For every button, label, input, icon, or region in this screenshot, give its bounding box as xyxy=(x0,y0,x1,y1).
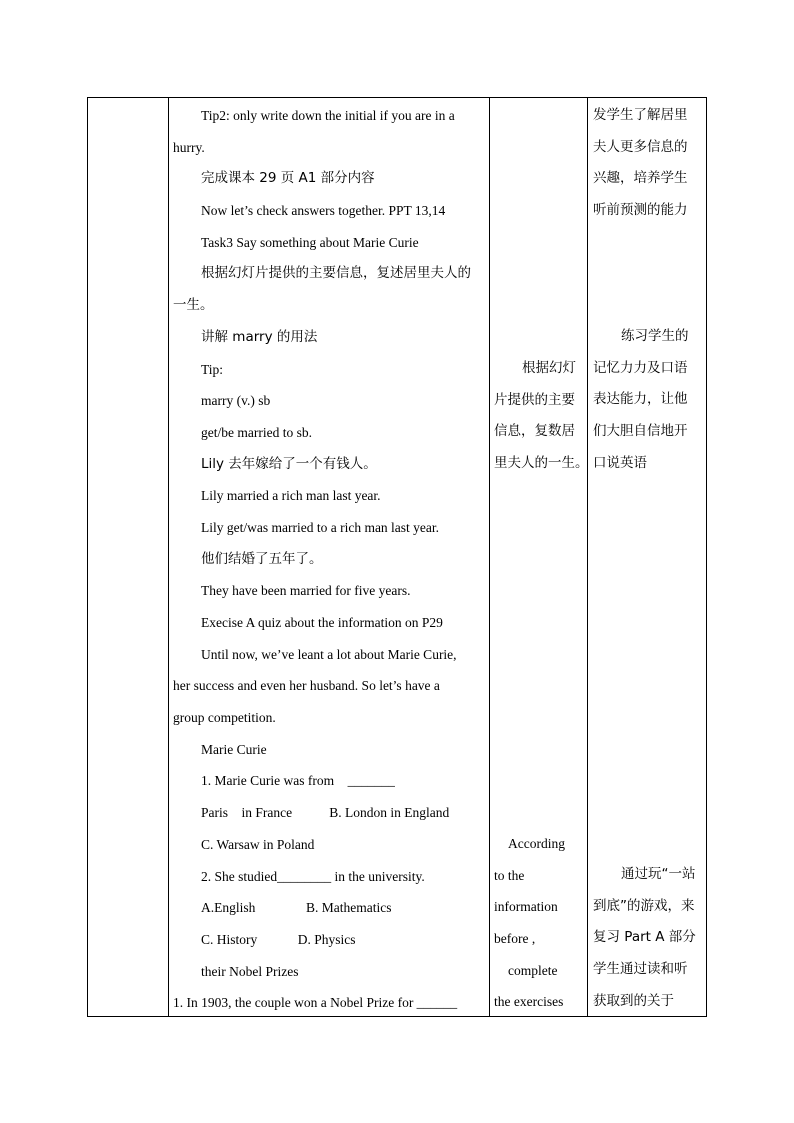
student-activity-cell xyxy=(494,98,588,1016)
content-line: her success and even her husband. So let’s have a xyxy=(173,678,440,694)
content-line: 根据幻灯片提供的主要信息，复述居里夫人的 xyxy=(201,265,471,282)
activity-line: before , xyxy=(494,931,536,947)
content-line: group competition. xyxy=(173,710,276,726)
content-line: 1. In 1903, the couple won a Nobel Prize for ______ xyxy=(173,995,458,1011)
content-line: C. History D. Physics xyxy=(201,931,356,947)
purpose-line: 复习 Part A 部分 xyxy=(593,929,696,946)
purpose-line: 兴趣，培养学生 xyxy=(593,170,688,187)
purpose-line: 们大胆自信地开 xyxy=(593,423,688,440)
purpose-line: 获取到的关于 xyxy=(593,992,674,1009)
activity-line: 里夫人的一生。 xyxy=(494,455,588,472)
purpose-line: 通过玩“一站 xyxy=(621,866,696,882)
teaching-purpose-cell xyxy=(593,98,707,1016)
activity-line: the exercises xyxy=(494,994,564,1010)
content-line: Now let’s check answers together. PPT 13,14 xyxy=(201,203,446,219)
activity-line: According xyxy=(508,836,565,851)
content-line: Lily married a rich man last year. xyxy=(201,488,381,504)
content-line: Paris in France B. London in England xyxy=(201,805,450,821)
content-line: C. Warsaw in Poland xyxy=(201,836,315,852)
purpose-line: 练习学生的 xyxy=(621,328,689,344)
content-line: A.English B. Mathematics xyxy=(201,900,392,916)
content-line: get/be married to sb. xyxy=(201,424,312,440)
content-line: Tip2: only write down the initial if you are in a xyxy=(201,108,455,123)
step-cell xyxy=(88,98,168,1016)
content-line: Tip: xyxy=(201,361,224,377)
content-line: 一生。 xyxy=(173,297,214,314)
teaching-content-cell xyxy=(173,98,487,1016)
content-line: Task3 Say something about Marie Curie xyxy=(201,234,419,250)
activity-line: information xyxy=(494,899,558,915)
activity-line: 片提供的主要 xyxy=(494,391,575,408)
activity-line: to the xyxy=(494,867,525,883)
activity-line: 信息，复数居 xyxy=(494,423,575,440)
purpose-line: 夫人更多信息的 xyxy=(593,138,688,155)
lesson-plan-table xyxy=(87,97,707,1017)
content-line: Marie Curie xyxy=(201,741,267,757)
purpose-line: 表达能力，让他 xyxy=(593,391,688,408)
content-line: 讲解 marry 的用法 xyxy=(201,328,318,345)
content-line: 完成课本 29 页 A1 部分内容 xyxy=(201,170,375,187)
purpose-line: 口说英语 xyxy=(593,454,647,471)
purpose-line: 到底”的游戏，来 xyxy=(593,897,695,914)
content-line: 1. Marie Curie was from _______ xyxy=(201,773,395,789)
content-line: marry (v.) sb xyxy=(201,393,271,409)
purpose-line: 记忆力力及口语 xyxy=(593,359,688,376)
content-line: Lily get/was married to a rich man last year. xyxy=(201,519,440,535)
content-line: hurry. xyxy=(173,139,205,155)
column-divider xyxy=(168,98,169,1016)
content-line: Until now, we’ve leant a lot about Marie Curie, xyxy=(201,646,457,662)
content-line: They have been married for five years. xyxy=(201,583,411,599)
content-line: 他们结婚了五年了。 xyxy=(201,550,323,567)
purpose-line: 听前预测的能力 xyxy=(593,202,688,219)
column-divider xyxy=(489,98,490,1016)
purpose-line: 发学生了解居里 xyxy=(593,107,688,123)
content-line: their Nobel Prizes xyxy=(201,963,299,979)
activity-line: complete xyxy=(508,962,558,978)
content-line: 2. She studied________ in the university. xyxy=(201,868,425,884)
content-line: Execise A quiz about the information on P29 xyxy=(201,615,443,630)
activity-line: 根据幻灯 xyxy=(522,360,576,376)
purpose-line: 学生通过读和听 xyxy=(593,961,688,978)
content-line: Lily 去年嫁给了一个有钱人。 xyxy=(201,455,377,472)
